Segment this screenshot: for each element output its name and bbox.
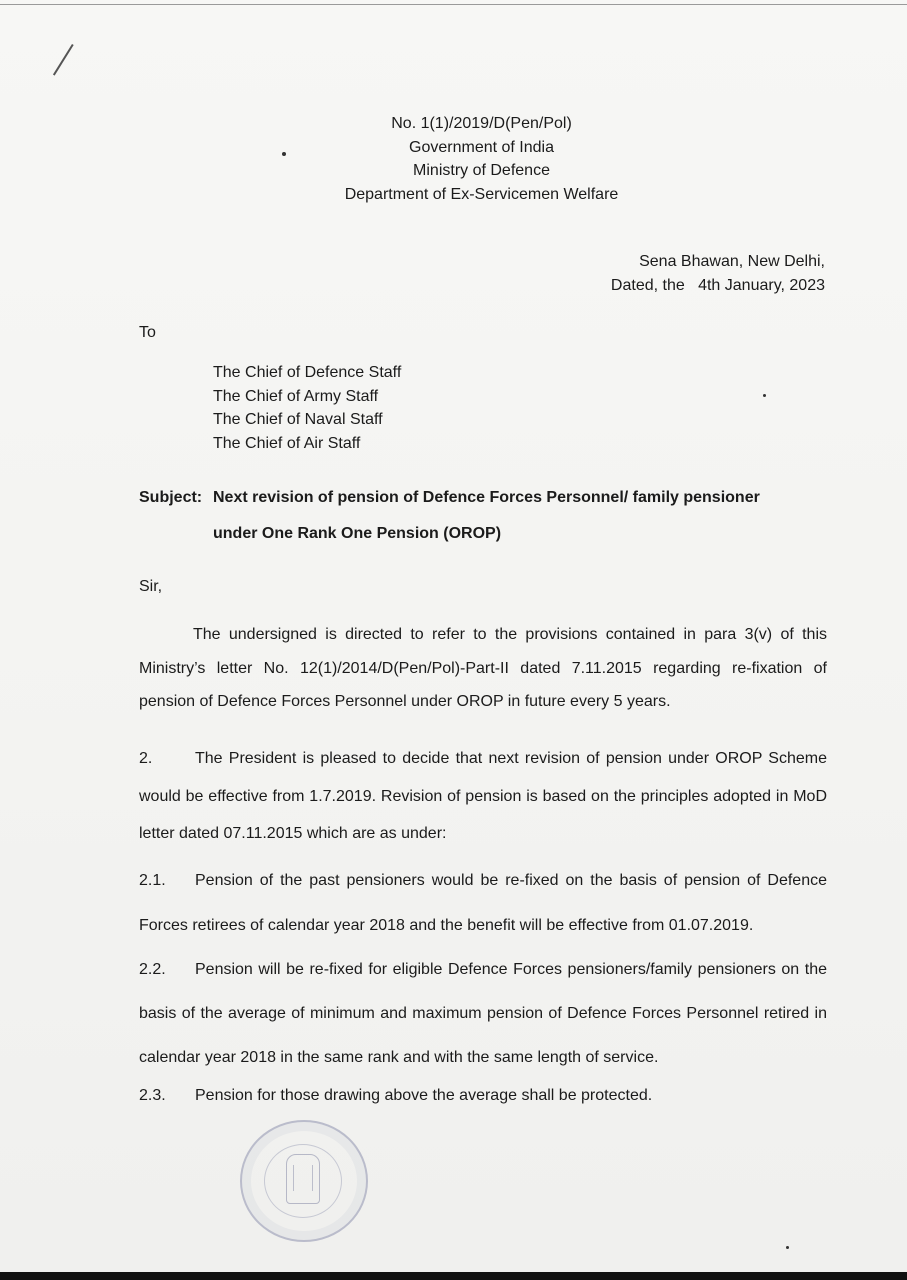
addressee-item: The Chief of Army Staff (213, 387, 379, 405)
scan-bottom-edge (0, 1272, 907, 1280)
addressee-item: The Chief of Naval Staff (213, 411, 383, 428)
paragraph-number: 2.1. (139, 872, 166, 889)
salutation: Sir, (139, 578, 163, 595)
paragraph-text: Pension for those drawing above the average shall be protected. (195, 1087, 653, 1104)
top-rule (0, 4, 907, 5)
subject-block (139, 487, 829, 542)
addressee-list (213, 361, 401, 455)
paragraph-2 (139, 740, 827, 853)
emblem-icon (286, 1154, 320, 1204)
subject-label: Subject: (139, 489, 203, 506)
paragraph-2-3 (139, 1084, 827, 1108)
letter-header (0, 112, 907, 206)
official-seal-stamp (240, 1120, 368, 1242)
subject-line-2: under One Rank One Pension (OROP) (213, 525, 502, 542)
paragraph-text: The President is pleased to decide that next revision of pension under OROP Scheme would be effective from 1.7.2019. Revision of pension is based on the principles adopted in MoD letter dated 07.11.2015 which are as under: (139, 750, 827, 842)
date-line: Dated, the 4th January, 2023 (610, 276, 825, 294)
paragraph-2-2 (139, 948, 827, 1080)
government-line: Government of India (409, 138, 554, 156)
place-and-date (611, 250, 825, 297)
ink-speck (786, 1246, 789, 1249)
to-label: To (139, 324, 156, 341)
addressee-item: The Chief of Air Staff (213, 434, 361, 452)
intro-paragraph (139, 618, 827, 719)
paragraph-text: Pension of the past pensioners would be re-fixed on the basis of pension of Defence Forces retirees of calendar year 2018 and the benefit will be effective from 01.07.2019. (139, 872, 827, 934)
pen-mark (53, 44, 74, 76)
addressee-item: The Chief of Defence Staff (213, 364, 402, 381)
ministry-line: Ministry of Defence (413, 162, 550, 179)
department-line: Department of Ex-Servicemen Welfare (344, 185, 619, 203)
paragraph-2-1 (139, 858, 827, 948)
paragraph-number: 2.2. (139, 961, 166, 978)
paragraph-text: Pension will be re-fixed for eligible Defence Forces pensioners/family pensioners on the basis of the average of minimum and maximum pension of Defence Forces Personnel retired in calendar year 2018 in the same rank and with the same length of service. (139, 961, 827, 1066)
subject-line-1: Next revision of pension of Defence Forces Personnel/ family pensioner (213, 489, 760, 506)
intro-text: The undersigned is directed to refer to the provisions contained in para 3(v) of this Ministry’s letter No. 12(1)/2014/D(Pen/Pol)-Part-II dated 7.11.2015 regarding re-fixation of pension of Defence Forces Personnel under OROP in future every 5 years. (139, 626, 827, 710)
paragraph-number: 2.3. (139, 1087, 166, 1104)
ink-speck (763, 394, 766, 397)
letter-number: No. 1(1)/2019/D(Pen/Pol) (391, 115, 572, 132)
place-line: Sena Bhawan, New Delhi, (639, 253, 825, 270)
paragraph-number: 2. (139, 750, 153, 767)
